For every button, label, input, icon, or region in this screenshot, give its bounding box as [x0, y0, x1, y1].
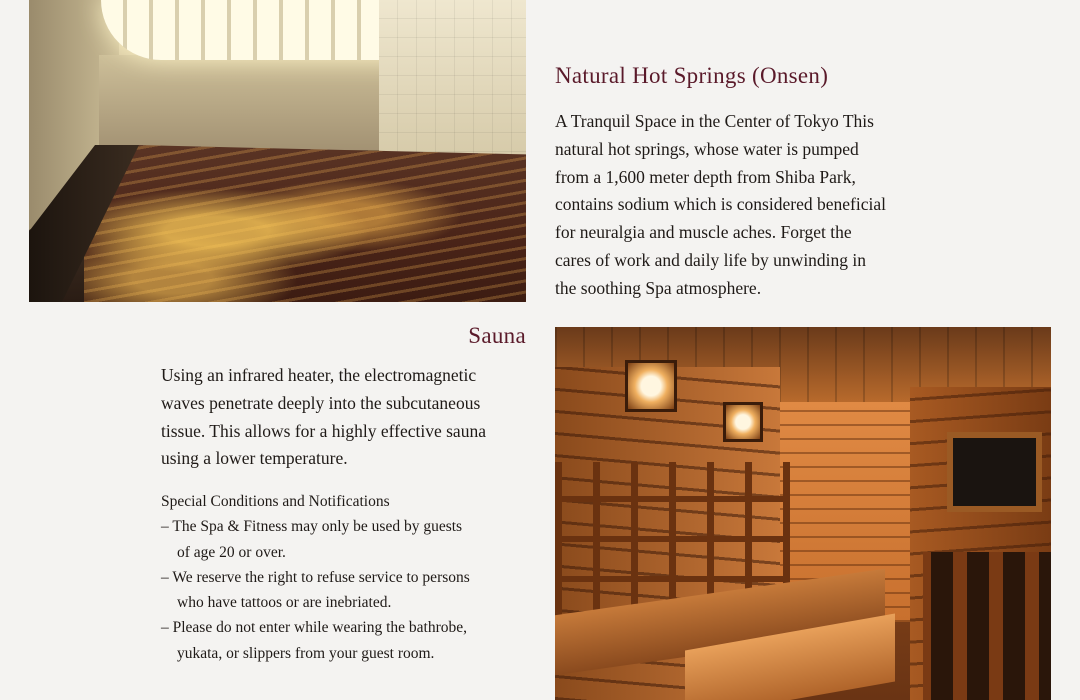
special-conditions	[161, 489, 470, 666]
onsen-tiled-wall	[379, 0, 526, 170]
sauna-line: Using an infrared heater, the electromagnetic	[161, 365, 477, 385]
sauna-heading: Sauna	[468, 323, 526, 348]
sauna-line: tissue. This allows for a highly effective sauna	[161, 420, 486, 441]
sauna-description	[161, 362, 486, 473]
sauna-photo	[555, 327, 1051, 700]
special-conditions-title: Special Conditions and Notifications	[161, 493, 390, 510]
notice-item-continuation: who have tattoos or are inebriated.	[177, 594, 392, 612]
onsen-line: contains sodium which is considered beneficial	[555, 194, 886, 215]
notice-item: – The Spa & Fitness may only be used by guests	[161, 518, 463, 536]
sauna-tv-screen	[947, 432, 1042, 512]
sauna-heater-panels	[923, 552, 1051, 700]
notice-item-continuation: yukata, or slippers from your guest room.	[177, 644, 435, 662]
onsen-back-wall	[99, 55, 389, 150]
onsen-line: natural hot springs, whose water is pumped	[555, 138, 859, 159]
sauna-line: waves penetrate deeply into the subcutaneous	[161, 392, 481, 413]
sauna-line: using a lower temperature.	[161, 448, 348, 469]
onsen-heading: Natural Hot Springs (Onsen)	[555, 63, 829, 88]
onsen-line: A Tranquil Space in the Center of Tokyo This	[555, 111, 874, 131]
onsen-light-window	[101, 0, 406, 60]
lamp-icon	[625, 360, 677, 412]
onsen-line: from a 1,600 meter depth from Shiba Park,	[555, 166, 856, 187]
onsen-line: cares of work and daily life by unwinding in	[555, 249, 867, 270]
notice-item: – We reserve the right to refuse service to persons	[161, 568, 470, 586]
notice-item-continuation: of age 20 or over.	[177, 543, 286, 561]
onsen-photo	[29, 0, 526, 302]
onsen-line: for neuralgia and muscle aches. Forget the	[555, 222, 852, 243]
notice-item: – Please do not enter while wearing the bathrobe,	[161, 619, 468, 637]
onsen-description	[555, 108, 886, 303]
onsen-line: the soothing Spa atmosphere.	[555, 277, 762, 298]
onsen-water	[84, 145, 526, 302]
lamp-icon	[723, 402, 763, 442]
